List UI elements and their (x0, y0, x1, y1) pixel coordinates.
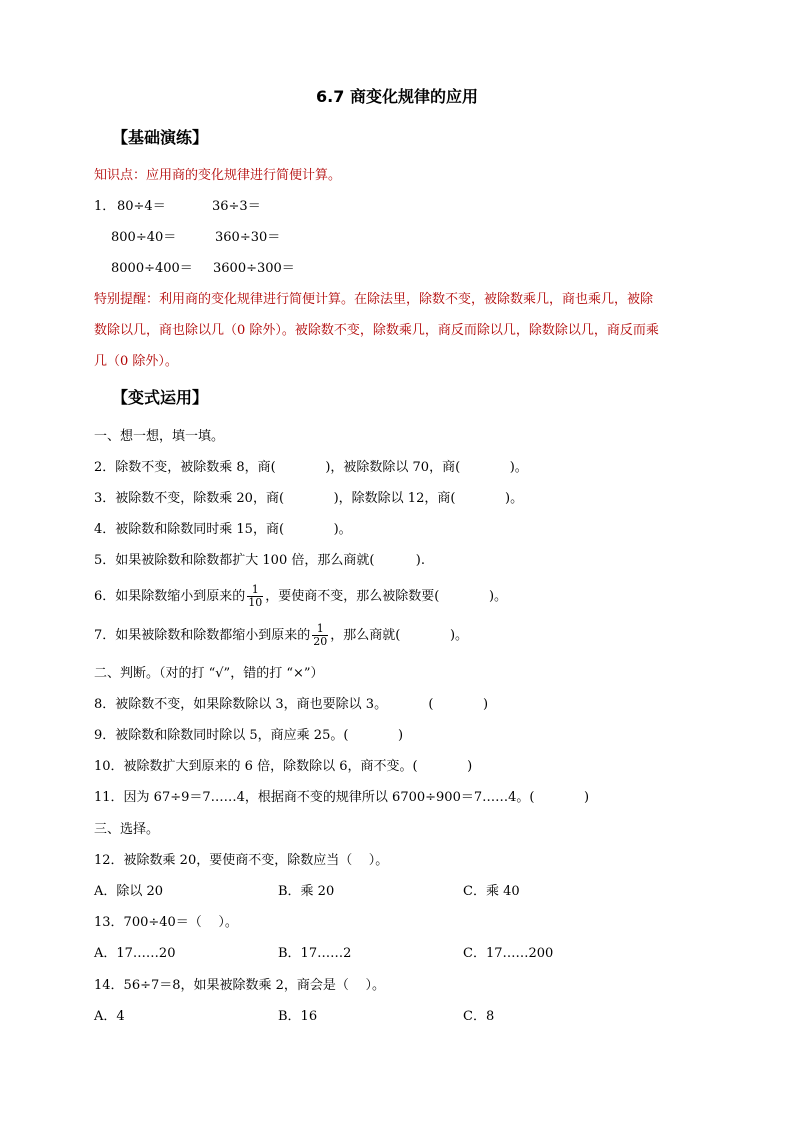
option-c: C．17……200 (463, 946, 554, 961)
question-14: 14．56÷7＝8，如果被除数乘 2，商会是（ ）。 (94, 978, 385, 993)
option-c: C．乘 40 (463, 884, 520, 899)
option-c: C．8 (463, 1009, 495, 1024)
fraction (247, 584, 263, 609)
q1-item: 800÷40＝ (111, 230, 177, 245)
option-a: A．除以 20 (94, 884, 164, 899)
fraction (312, 623, 328, 648)
q1-item: 36÷3＝ (212, 199, 261, 214)
tip-line: 几（0 除外）。 (94, 354, 178, 369)
question-number: 1． (94, 199, 116, 214)
page-title: 6.7 商变化规律的应用 (316, 87, 478, 106)
tip-line: 数除以几，商也除以几（0 除外）。被除数不变，除数乘几，商反而除以几，除数除以几，商反而乘 (94, 323, 659, 338)
part-heading: 一、想一想，填一填。 (94, 429, 225, 444)
section-heading-basic: 【基础演练】 (112, 128, 209, 147)
fraction-denominator: 20 (313, 635, 328, 648)
option-b: B．17……2 (278, 946, 352, 961)
fraction-numerator: 1 (251, 583, 259, 596)
question-6-text: ，要使商不变，那么被除数要( )。 (265, 589, 508, 604)
part-heading: 二、判断。（对的打 “√”，错的打 “×”） (94, 666, 324, 681)
part-heading: 三、选择。 (94, 822, 160, 837)
question-4: 4．被除数和除数同时乘 15，商( )。 (94, 522, 352, 537)
question-11: 11．因为 67÷9＝7……4，根据商不变的规律所以 6700÷900＝7……4。( ) (94, 790, 590, 805)
question-7-text: 7．如果被除数和除数都缩小到原来的 (94, 628, 311, 643)
question-10: 10．被除数扩大到原来的 6 倍，除数除以 6，商不变。( ) (94, 759, 473, 774)
option-a: A．4 (94, 1009, 125, 1024)
question-7-text: ，那么商就( )。 (330, 628, 469, 643)
tip-line: 特别提醒：利用商的变化规律进行简便计算。在除法里，除数不变，被除数乘几，商也乘几，被除 (94, 292, 654, 307)
question-6-text: 6．如果除数缩小到原来的 (94, 589, 246, 604)
knowledge-point: 知识点：应用商的变化规律进行简便计算。 (94, 168, 342, 183)
question-6 (94, 583, 507, 611)
q1-item: 3600÷300＝ (213, 261, 295, 276)
question-3: 3．被除数不变，除数乘 20，商( )，除数除以 12，商( )。 (94, 491, 524, 506)
fraction-denominator: 10 (248, 596, 263, 609)
q1-item: 8000÷400＝ (111, 261, 193, 276)
question-12: 12．被除数乘 20，要使商不变，除数应当（ ）。 (94, 853, 389, 868)
option-b: B．16 (278, 1009, 318, 1024)
question-7 (94, 622, 468, 650)
question-5: 5．如果被除数和除数都扩大 100 倍，那么商就( ). (94, 553, 425, 568)
question-8: 8．被除数不变，如果除数除以 3，商也要除以 3。 ( ) (94, 697, 489, 712)
q1-item: 80÷4＝ (117, 199, 166, 214)
question-13: 13．700÷40＝（ ）。 (94, 915, 238, 930)
section-heading-variant: 【变式运用】 (112, 388, 209, 407)
option-b: B．乘 20 (278, 884, 335, 899)
fraction-numerator: 1 (316, 622, 324, 635)
question-9: 9．被除数和除数同时除以 5，商应乘 25。( ) (94, 728, 404, 743)
q1-item: 360÷30＝ (215, 230, 281, 245)
question-2: 2．除数不变，被除数乘 8，商( )，被除数除以 70，商( )。 (94, 460, 528, 475)
option-a: A．17……20 (94, 946, 176, 961)
